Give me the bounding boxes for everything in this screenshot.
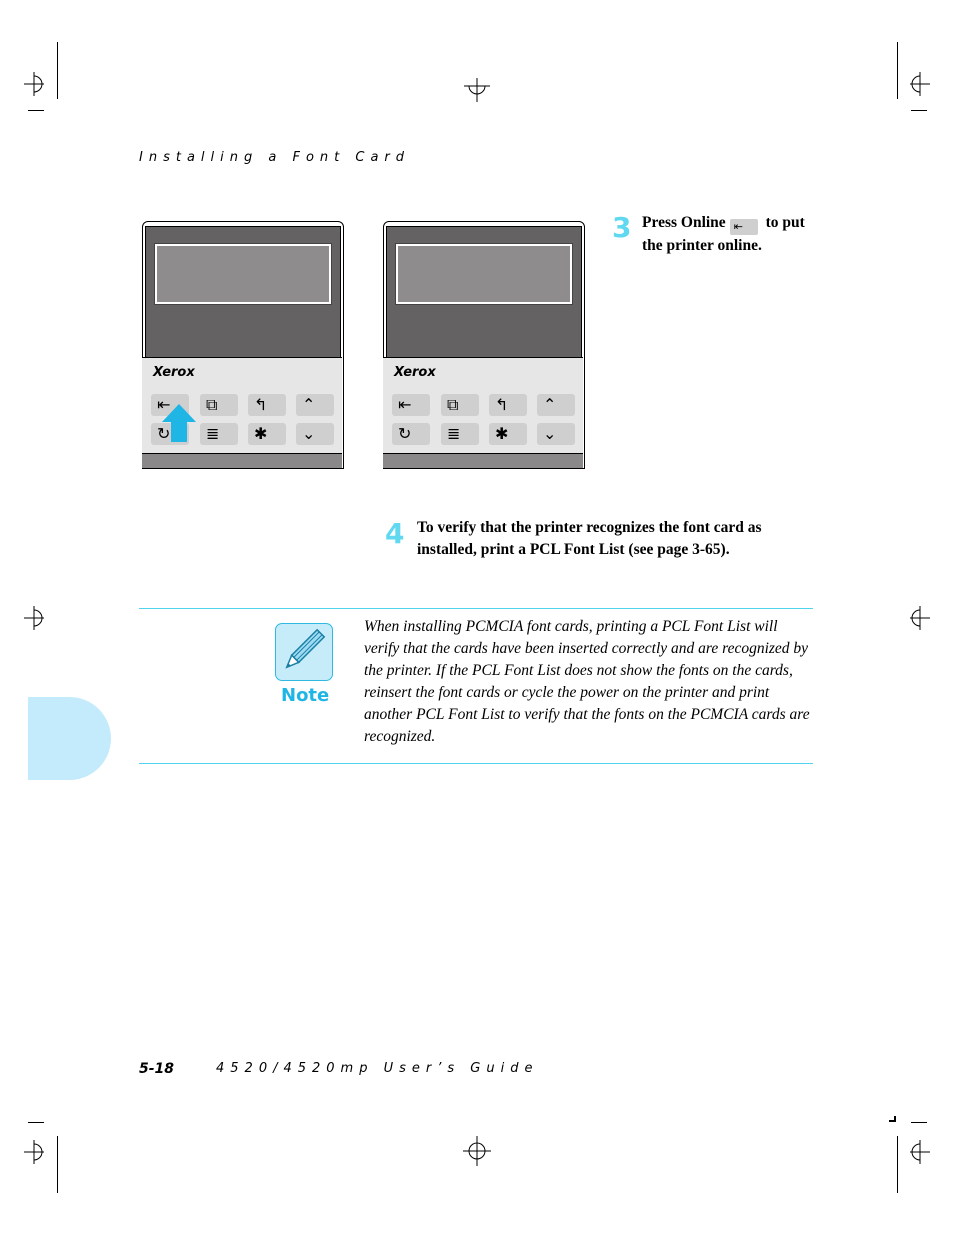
- pencil-icon: [276, 624, 331, 679]
- xerox-logo: Xerox: [153, 365, 195, 380]
- arrow-up-icon: [162, 404, 196, 442]
- registration-mark-icon: [910, 72, 930, 96]
- online-key[interactable]: ⇤: [151, 394, 189, 416]
- up-key[interactable]: ⌃: [537, 394, 575, 416]
- menu-key[interactable]: ⧉: [200, 394, 238, 416]
- down-key[interactable]: ⌄: [537, 423, 575, 445]
- note-text: When installing PCMCIA font cards, printing a PCL Font List will verify that the cards have been inserted correctly and are recognized by the printer. If the PCL Font List does not show the fonts on the cards, reinsert the font cards or cycle the power on the printer and print another PCL Font List to verify that the fonts on the PCMCIA cards are recognized.: [364, 618, 810, 745]
- xerox-logo: Xerox: [394, 365, 436, 380]
- crop-mark: [57, 1136, 58, 1193]
- panel-display-housing: [145, 226, 341, 359]
- step-number: 3: [612, 211, 632, 244]
- panel-base: [142, 453, 342, 468]
- lcd-display: [396, 244, 572, 304]
- list-key[interactable]: ≣: [200, 423, 238, 445]
- step-text-part: to put the printer online.: [642, 214, 805, 254]
- form-feed-key[interactable]: ↻: [392, 423, 430, 445]
- online-key-icon: ⇤: [730, 219, 758, 235]
- registration-mark-icon: [24, 72, 44, 96]
- form-feed-key[interactable]: ↻: [151, 423, 189, 445]
- crop-mark: [897, 1136, 898, 1193]
- online-key[interactable]: ⇤: [392, 394, 430, 416]
- registration-mark-icon: [24, 1140, 44, 1164]
- list-key[interactable]: ≣: [441, 423, 479, 445]
- note-top-rule: [139, 608, 813, 609]
- panel-base: [383, 453, 583, 468]
- crop-mark: [911, 1122, 927, 1123]
- note-bottom-rule: [139, 763, 813, 764]
- crop-mark: [28, 110, 44, 111]
- running-head: Installing a Font Card: [139, 150, 411, 165]
- menu-key[interactable]: ⧉: [441, 394, 479, 416]
- asterisk-key[interactable]: ✱: [489, 423, 527, 445]
- asterisk-key[interactable]: ✱: [248, 423, 286, 445]
- page-number: 5-18: [139, 1061, 175, 1077]
- step-number: 4: [385, 517, 405, 550]
- step-text: To verify that the printer recognizes the font card as installed, print a PCL Font List (see page 3-65).: [417, 519, 762, 558]
- down-key[interactable]: ⌄: [296, 423, 334, 445]
- enter-key[interactable]: ↰: [248, 394, 286, 416]
- control-panel-illustration: [142, 221, 344, 469]
- panel-display-housing: [386, 226, 582, 359]
- crop-mark: [28, 1122, 44, 1123]
- crop-mark: [889, 1120, 896, 1122]
- crop-mark: [897, 42, 898, 99]
- lcd-display: [155, 244, 331, 304]
- chapter-tab: [28, 697, 111, 780]
- note-label: Note: [281, 685, 330, 706]
- crop-mark: [57, 42, 58, 99]
- crop-mark: [911, 110, 927, 111]
- note-box: [275, 623, 333, 681]
- step-text-part: Press Online: [642, 214, 726, 231]
- registration-mark-icon: [910, 1140, 930, 1164]
- registration-mark-icon: [910, 606, 930, 630]
- registration-mark-icon: [463, 1136, 491, 1166]
- enter-key[interactable]: ↰: [489, 394, 527, 416]
- footer-title: 4520/4520mp User’s Guide: [216, 1061, 539, 1076]
- up-key[interactable]: ⌃: [296, 394, 334, 416]
- control-panel-illustration: [383, 221, 585, 469]
- registration-mark-icon: [24, 606, 44, 630]
- step-text: [642, 212, 822, 257]
- registration-mark-icon: [464, 78, 490, 102]
